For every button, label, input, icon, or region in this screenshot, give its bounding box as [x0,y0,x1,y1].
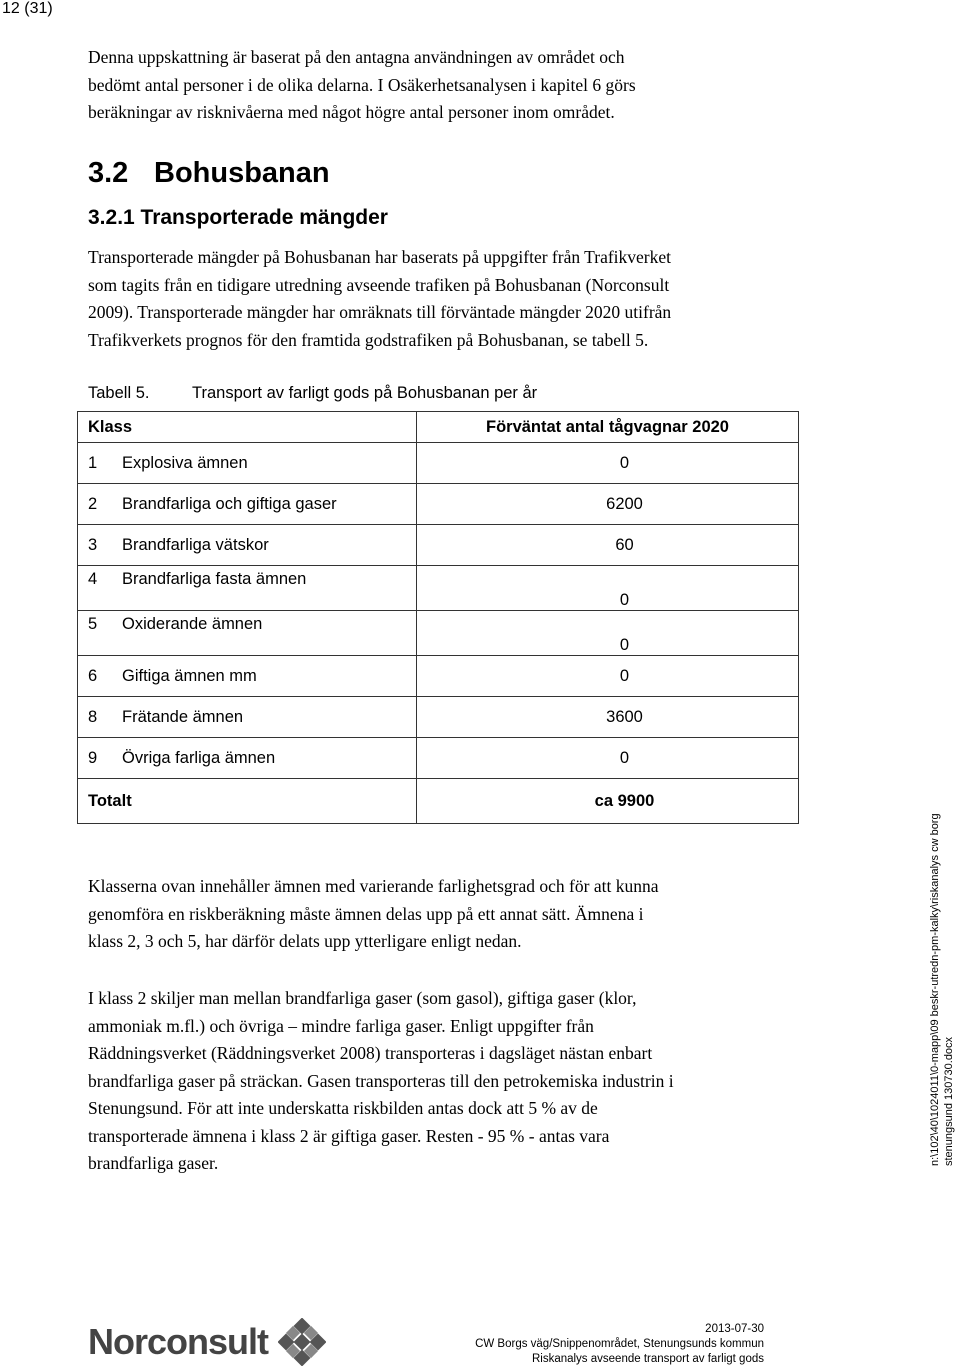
class-number: 9 [88,748,98,767]
text-line: ammoniak m.fl.) och övriga – mindre farliga gaser. Enligt uppgifter från [88,1015,594,1036]
logo-text: Norconsult [88,1321,269,1362]
body-paragraph-1 [88,244,788,354]
text-line: Trafikverkets prognos för den framtida godstrafiken på Bohusbanan, se tabell 5. [88,329,649,350]
text-line: Klasserna ovan innehåller ämnen med varierande farlighetsgrad och för att kunna [88,876,659,896]
file-path-line-1: n:\102\40\1024011\0-mapp\09 beskr-utredn-pm-kalky\riskanalys cw borg [929,813,941,1166]
class-cell [78,566,417,611]
table-row [78,525,799,566]
file-path-sidebar [928,796,956,1166]
value-cell: 0 [417,611,799,656]
class-cell [78,697,417,738]
text-line: transporterade ämnena i klass 2 är giftiga gaser. Resten - 95 % - antas vara [88,1125,610,1146]
table-row [78,738,799,779]
class-name: Oxiderande ämnen [122,615,263,633]
value-cell: 0 [417,738,799,779]
class-cell [78,738,417,779]
total-value: ca 9900 [417,779,799,824]
text-line: 2009). Transporterade mängder har omräknats till förväntade mängder 2020 utifrån [88,302,672,322]
column-header-wagons: Förväntat antal tågvagnar 2020 [417,412,799,443]
text-line: brandfarliga gaser på sträckan. Gasen transporteras till den petrokemiska industrin i [88,1070,674,1091]
dangerous-goods-table [77,411,799,824]
body-paragraph-2 [88,873,788,956]
value-cell: 60 [417,525,799,566]
text-line: Transporterade mängder på Bohusbanan har baserats på uppgifter från Trafikverket [88,247,671,267]
class-number: 8 [88,707,98,726]
column-header-class: Klass [78,412,417,443]
class-cell [78,484,417,525]
body-paragraph-3 [88,985,788,1178]
class-number: 3 [88,535,98,554]
class-name: Brandfarliga fasta ämnen [122,570,307,588]
text-line: genomföra en riskberäkning måste ämnen delas upp på ett annat sätt. Ämnena i [88,903,644,924]
class-cell [78,611,417,656]
section-heading [88,157,330,190]
text-line: Räddningsverket (Räddningsverket 2008) transporteras i dagsläget nästan enbart [88,1043,653,1063]
table-row [78,611,799,656]
class-number: 1 [88,453,98,472]
value-cell: 6200 [417,484,799,525]
footer-project: CW Borgs väg/Snippenområdet, Stenungsunds kommun [475,1338,764,1350]
class-number: 4 [88,570,98,588]
table-row [78,484,799,525]
text-line: Stenungsund. För att inte underskatta riskbilden antas dock att 5 % av de [88,1098,598,1118]
table-row [78,566,799,611]
logo-mark-icon [278,1318,326,1366]
class-cell [78,443,417,484]
intro-paragraph [88,44,788,127]
class-number: 2 [88,494,98,513]
text-line: beräkningar av risknivåerna med något högre antal personer inom området. [88,102,615,122]
text-line: Denna uppskattning är baserat på den antagna användningen av området och [88,47,625,67]
page-number: 12 (31) [2,0,53,17]
table-row [78,697,799,738]
table-row [78,443,799,484]
total-label: Totalt [78,779,417,824]
page-footer [444,1322,764,1367]
value-cell: 0 [417,443,799,484]
class-name: Övriga farliga ämnen [122,748,276,767]
text-line: I klass 2 skiljer man mellan brandfarliga gaser (som gasol), giftiga gaser (klor, [88,988,637,1008]
class-name: Frätande ämnen [122,707,244,726]
class-name: Brandfarliga vätskor [122,535,269,554]
value-cell: 0 [417,656,799,697]
value-cell: 0 [417,566,799,611]
section-title: Bohusbanan [154,157,330,189]
table-header-row [78,412,799,443]
class-name: Giftiga ämnen mm [122,666,257,685]
company-logo [88,1320,326,1364]
class-number: 6 [88,666,98,685]
class-name: Brandfarliga och giftiga gaser [122,494,337,513]
class-cell [78,525,417,566]
text-line: bedömt antal personer i de olika delarna. I Osäkerhetsanalysen i kapitel 6 görs [88,74,636,95]
text-line: som tagits från en tidigare utredning avseende trafiken på Bohusbanan (Norconsult [88,274,670,295]
value-cell: 3600 [417,697,799,738]
file-path-line-2: stenungsund 130730.docx [943,1036,955,1166]
table-caption-label: Tabell 5. [88,384,150,402]
table-caption-text: Transport av farligt gods på Bohusbanan per år [192,384,538,402]
table-caption [88,384,537,403]
table-total-row [78,779,799,824]
footer-date: 2013-07-30 [705,1323,764,1335]
class-name: Explosiva ämnen [122,453,248,472]
table-row [78,656,799,697]
text-line: brandfarliga gaser. [88,1153,219,1173]
class-number: 5 [88,615,98,633]
section-number: 3.2 [88,157,129,189]
footer-document: Riskanalys avseende transport av farligt gods [531,1353,764,1365]
subsection-heading: 3.2.1 Transporterade mängder [88,206,388,229]
text-line: klass 2, 3 och 5, har därför delats upp ytterligare enligt nedan. [88,931,522,951]
class-cell [78,656,417,697]
